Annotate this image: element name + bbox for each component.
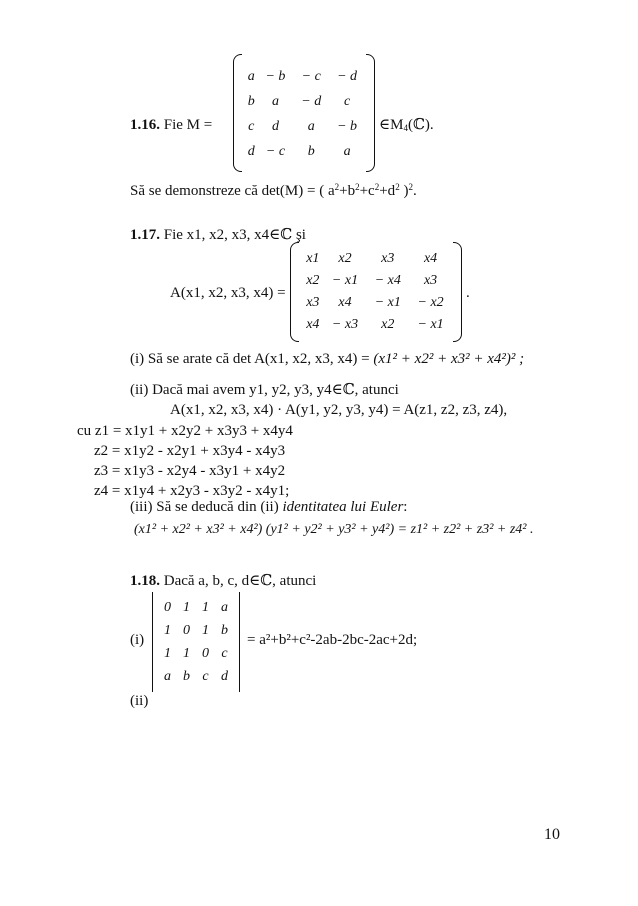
matrix-cell: c bbox=[202, 668, 209, 684]
matrix-cell: c bbox=[221, 645, 228, 661]
claim-1-16: Să se demonstreze că det(M) = ( $a^2+b^2+c^2+d^2$ )$^2$. bbox=[130, 182, 417, 199]
matrix-cell: a bbox=[247, 68, 255, 84]
matrix-cell: − b bbox=[337, 118, 358, 134]
matrix-cell: 1 bbox=[183, 645, 190, 661]
euler-identity: (x1² + x2² + x3² + x4²) (y1² + y2² + y3² + y4²) = z1² + z2² + z3² + z4² . bbox=[134, 522, 534, 537]
matrix-cell: 0 bbox=[202, 645, 209, 661]
matrix-cell: − x3 bbox=[331, 317, 359, 332]
matrix-cell: x3 bbox=[381, 251, 395, 266]
matrix-cell: x2 bbox=[306, 273, 320, 288]
matrix-cell: c bbox=[343, 93, 351, 109]
membership: $\in M_4(ℂ)$. bbox=[379, 117, 434, 133]
period: . bbox=[466, 285, 470, 301]
matrix-cell: d bbox=[221, 668, 228, 684]
matrix-cell: 1 bbox=[164, 645, 171, 661]
matrix-cell: b bbox=[247, 93, 255, 109]
matrix-cell: x2 bbox=[381, 317, 395, 332]
matrix-cell: c bbox=[248, 118, 255, 134]
label: 1.16. bbox=[130, 117, 160, 133]
matrix-cell: x4 bbox=[306, 317, 320, 332]
product-identity: A(x1, x2, x3, x4) · A(y1, y2, y3, y4) = A(z1, z2, z3, z4), bbox=[170, 402, 508, 418]
matrix-cell: − c bbox=[301, 68, 321, 84]
page-number: 10 bbox=[544, 826, 560, 843]
matrix-cell: a bbox=[343, 143, 351, 159]
matrix-M bbox=[233, 54, 375, 172]
matrix-cell: b bbox=[307, 143, 315, 159]
matrix-cell: − x2 bbox=[417, 295, 444, 310]
part-ii-1-17: (ii) Dacă mai avem y1, y2, y3, y4∈ℂ, atunci bbox=[130, 382, 399, 398]
matrix-cell: − d bbox=[337, 68, 358, 84]
matrix-cell: − x1 bbox=[374, 295, 401, 310]
A-label: A(x1, x2, x3, x4) = bbox=[170, 285, 286, 301]
matrix-A bbox=[290, 242, 462, 342]
matrix-cell: 1 bbox=[164, 622, 171, 638]
matrix-cell: 1 bbox=[202, 599, 209, 615]
matrix-cell: 1 bbox=[202, 622, 209, 638]
matrix-cell: − b bbox=[265, 68, 286, 84]
intro: Fie x1, x2, x3, x4∈ℂ şi bbox=[163, 227, 306, 243]
matrix-cell: 0 bbox=[183, 622, 190, 638]
matrix-cell: x4 bbox=[338, 295, 352, 310]
part-ii-1-18: (ii) bbox=[130, 693, 149, 709]
problem-label-1-18: 1.18. Dacă a, b, c, d∈ℂ, atunci bbox=[130, 573, 317, 589]
matrix-cell: a bbox=[271, 93, 279, 109]
z-line-2: z2 = x1y2 - x2y1 + x3y4 - x4y3 bbox=[94, 443, 286, 459]
matrix-cell: − x1 bbox=[331, 273, 359, 288]
matrix-cell: 1 bbox=[183, 599, 190, 615]
z-line-4: z4 = x1y4 + x2y3 - x3y2 - x4y1; bbox=[94, 483, 290, 499]
matrix-cell: − d bbox=[301, 93, 322, 109]
problem-label-1-16 bbox=[130, 118, 212, 133]
part-i-1-18: (i) bbox=[130, 632, 145, 648]
intro: Fie M = bbox=[163, 117, 213, 133]
matrix-cell: − c bbox=[265, 143, 286, 159]
matrix-cell: b bbox=[183, 668, 190, 684]
matrix-cell: x3 bbox=[306, 295, 320, 310]
matrix-cell: x4 bbox=[423, 251, 438, 266]
matrix-cell: x1 bbox=[306, 251, 320, 266]
matrix-cell: a bbox=[307, 118, 315, 134]
matrix-cell: − x4 bbox=[374, 273, 401, 288]
problem-label-1-17: 1.17. Fie x1, x2, x3, x4∈ℂ şi bbox=[130, 227, 306, 243]
matrix-cell: − x1 bbox=[417, 317, 444, 332]
z-line-3: z3 = x1y3 - x2y4 - x3y1 + x4y2 bbox=[94, 463, 286, 479]
part-i-1-17: (i) Să se arate că det A(x1, x2, x3, x4) = (x1² + x2² + x3² + x4²)² ; bbox=[130, 351, 525, 367]
det-result: = a²+b²+c²-2ab-2bc-2ac+2d; bbox=[247, 632, 418, 648]
part-iii-1-17: (iii) Să se deducă din (ii) identitatea lui Euler: bbox=[130, 499, 408, 515]
det-formula: (x1² + x2² + x3² + x4²)² ; bbox=[373, 351, 525, 367]
determinant bbox=[150, 592, 242, 692]
matrix-cell: a bbox=[221, 599, 228, 615]
matrix-cell: d bbox=[271, 118, 279, 134]
matrix-cell: x2 bbox=[338, 251, 352, 266]
matrix-cell: 0 bbox=[164, 599, 171, 615]
matrix-cell: d bbox=[247, 143, 255, 159]
matrix-cell: x3 bbox=[423, 273, 438, 288]
matrix-cell: b bbox=[221, 622, 228, 638]
z-line-1: cu z1 = x1y1 + x2y2 + x3y3 + x4y4 bbox=[77, 423, 293, 439]
matrix-cell: a bbox=[164, 668, 171, 684]
